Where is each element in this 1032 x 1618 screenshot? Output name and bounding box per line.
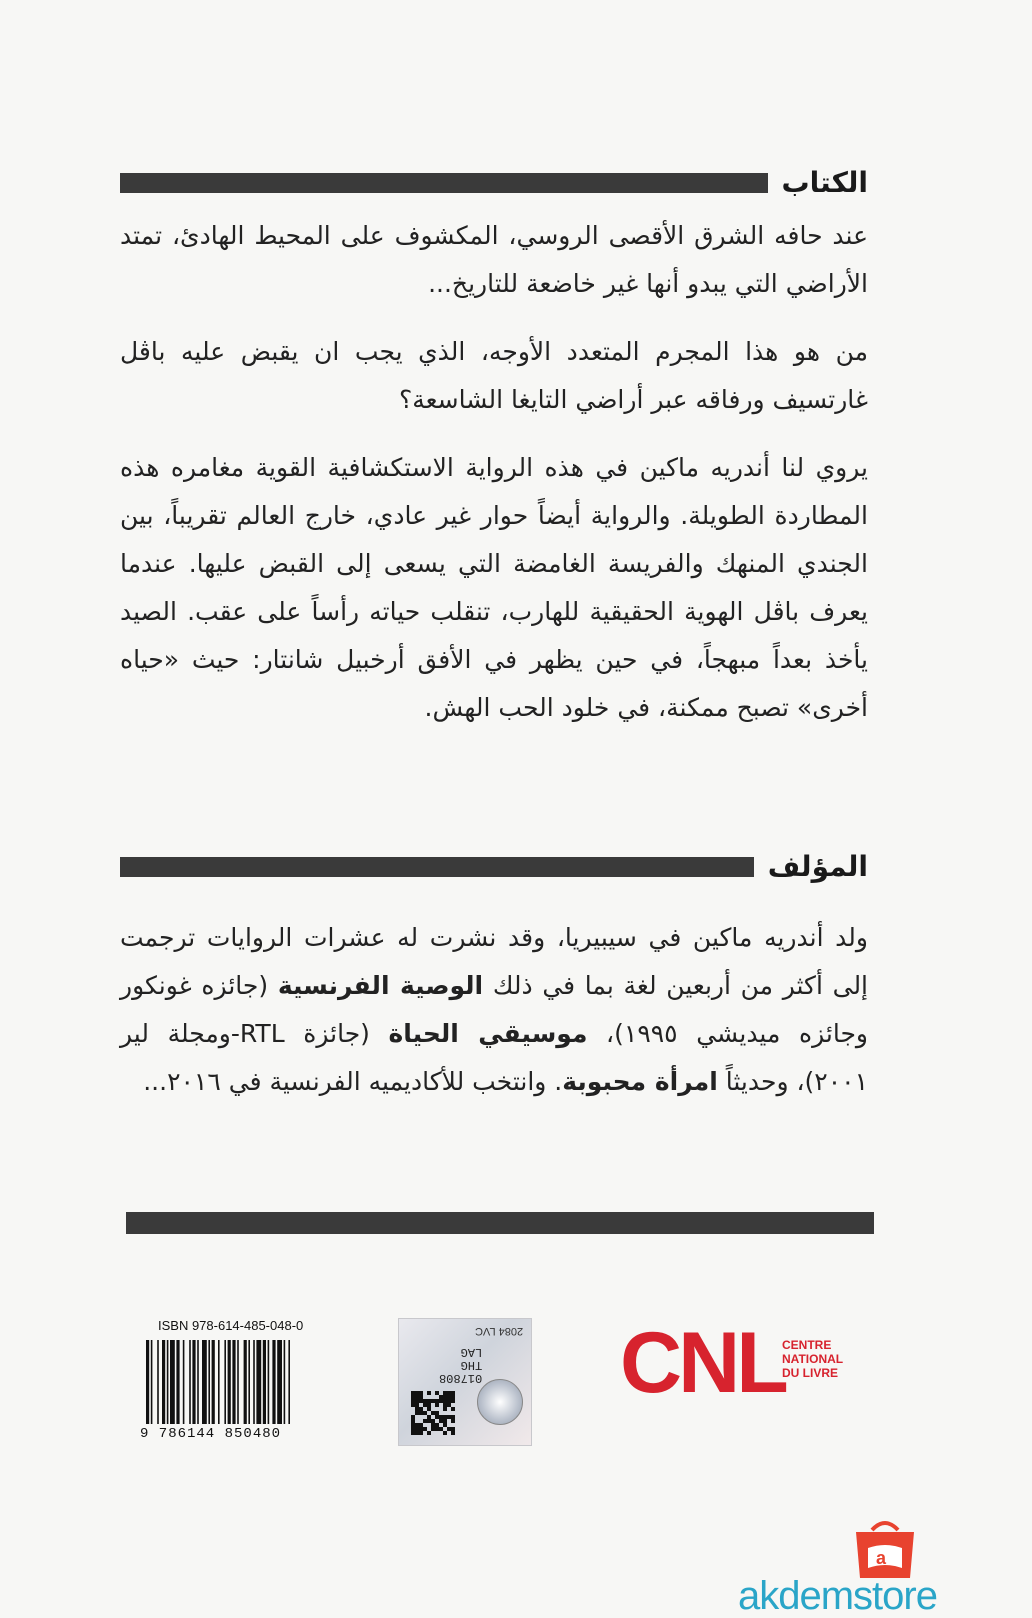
cnl-logo-line: DU LIVRE <box>782 1366 839 1380</box>
author-text: (جائزه غونكور وجائزه ميديشي ١٩٩٥)، <box>120 971 868 1048</box>
book-title-emphasis: موسيقي الحياة <box>388 1019 588 1048</box>
author-heading: المؤلف <box>767 850 868 883</box>
sticker-code-line: 017808 <box>439 1371 483 1385</box>
isbn-barcode <box>140 1318 340 1448</box>
cnl-logo-line: CENTRE <box>782 1338 832 1352</box>
sticker-code-line: LAG <box>460 1345 483 1359</box>
sticker-code-lines <box>439 1345 482 1384</box>
book-heading: الكتاب <box>781 166 868 199</box>
book-section-header <box>120 166 868 199</box>
section-divider-bar <box>120 857 754 877</box>
sticker-code-top: 2084 LVC <box>474 1325 523 1337</box>
author-text: (جائزة RTL-ومجلة لير ٢٠٠١)، وحديثاً <box>120 1019 868 1096</box>
cnl-logo <box>620 1315 860 1430</box>
store-watermark: akdemstore <box>738 1574 937 1618</box>
book-title-emphasis: الوصية الفرنسية <box>277 971 484 1000</box>
book-paragraph-3: يروي لنا أندريه ماكين في هذه الرواية الاستكشافية القوية مغامره هذه المطاردة الطويلة. والرواية أيضاً حوار غير عادي، خارج العالم تقريباً، بين الجندي المنهك والفريسة الغامضة التي يسعى إلى القبض عليها. عندما يعرف باڤل الهوية الحقيقية للهارب، تنقلب حياته رأساً على عقب. الصيد يأخذ بعداً مبهجاً، في حين يظهر في الأفق أرخبيل شانتار: حيث «حياه أخرى» تصبح ممكنة، في خلود الحب الهش. <box>120 453 868 722</box>
book-paragraph-1: عند حافه الشرق الأقصى الروسي، المكشوف على المحيط الهادئ، تمتد الأراضي التي يبدو أنها غير خاضعة للتاريخ... <box>120 221 868 298</box>
barcode-bars-icon <box>146 1340 332 1424</box>
author-text: . وانتخب للأكاديميه الفرنسية في ٢٠١٦... <box>143 1067 563 1096</box>
book-paragraph-2: من هو هذا المجرم المتعدد الأوجه، الذي يجب ان يقبض عليه باڤل غارتسيف ورفاقه عبر أراضي التايغا الشاسعة؟ <box>120 337 868 414</box>
security-sticker <box>398 1318 532 1446</box>
author-bio <box>120 914 868 1126</box>
sticker-code-line: THG <box>460 1358 483 1372</box>
shopping-bag-icon <box>850 1518 920 1580</box>
book-title-emphasis: امرأة محبوبة <box>562 1067 718 1096</box>
barcode-digits: 9 786144 850480 <box>140 1426 282 1442</box>
author-text: ولد أندريه ماكين في سيبيريا، وقد نشرت له عشرات الروايات ترجمت إلى أكثر من أربعين لغة بما في ذلك <box>120 923 869 1000</box>
cnl-logo-subtitle <box>782 1338 843 1380</box>
author-section-header <box>120 850 868 883</box>
cnl-logo-letters: CNL <box>620 1315 785 1411</box>
isbn-label: ISBN 978-614-485-048-0 <box>158 1318 304 1333</box>
hologram-icon <box>477 1379 523 1425</box>
qr-code-icon <box>411 1391 455 1435</box>
author-paragraph <box>120 914 868 1106</box>
bottom-divider-bar <box>126 1212 874 1234</box>
svg-text:a: a <box>876 1548 887 1568</box>
cnl-logo-line: NATIONAL <box>782 1352 844 1366</box>
section-divider-bar <box>120 173 768 193</box>
book-description <box>120 212 868 752</box>
